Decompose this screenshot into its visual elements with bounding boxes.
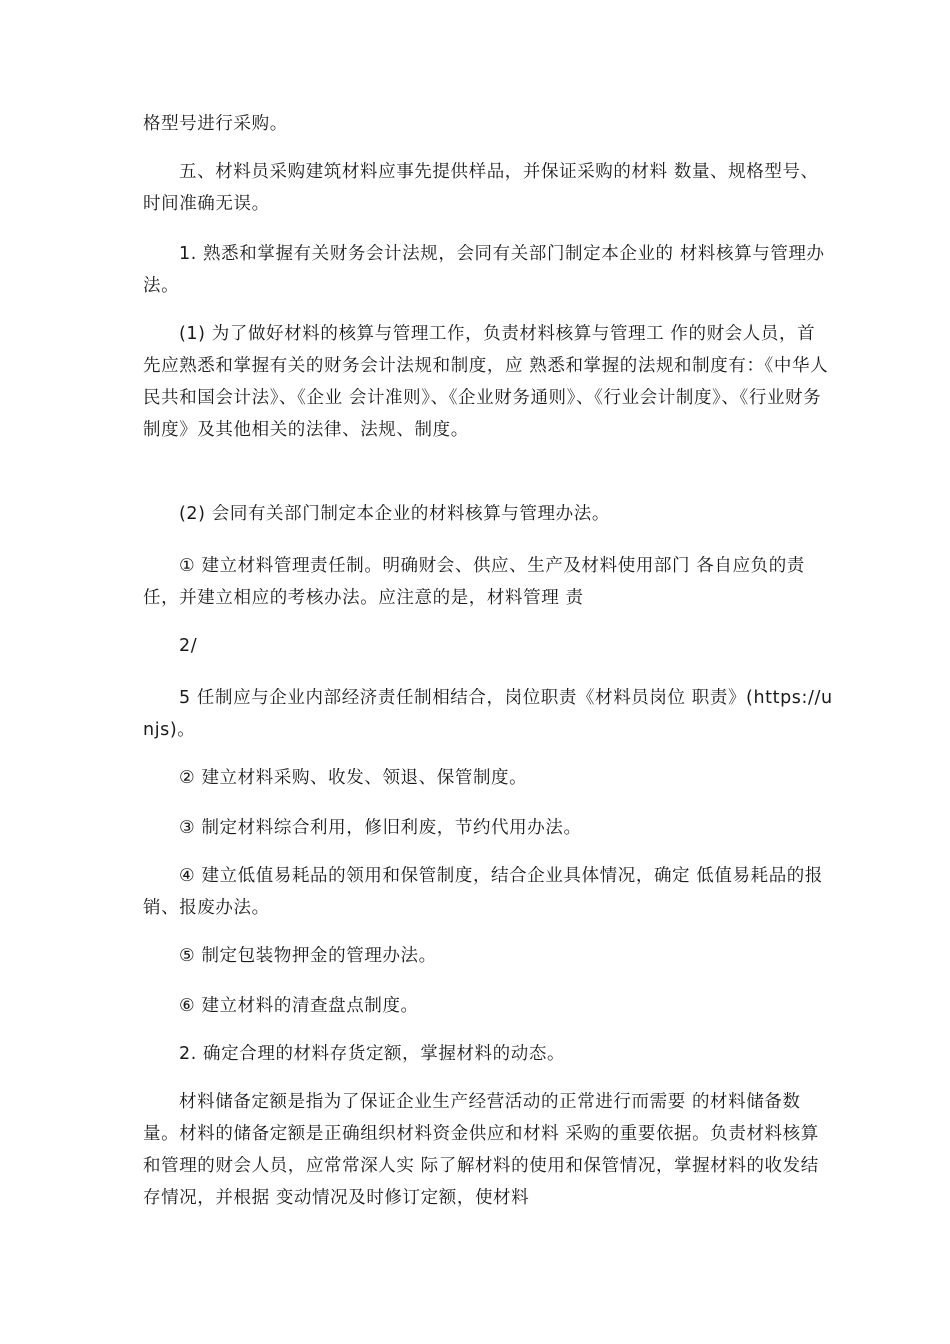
paragraph-list-item-1: ① 建立材料管理责任制。明确财会、供应、生产及材料使用部门 各自应负的责任，并建立相应的考核办法。应注意的是，材料管理 责 — [143, 556, 805, 608]
paragraph-section-2: 2. 确定合理的材料存货定额，掌握材料的动态。 — [179, 1044, 566, 1064]
paragraph-subsection-1: (1) 为了做好材料的核算与管理工作，负责材料核算与管理工 作的财会人员，首先应熟悉和掌握有关的财务会计法规和制度，应 熟悉和掌握的法规和制度有：《中华人民共和国会计法》、《企业 会计准则》、《企业财务通则》、《行业会计制度》、《行业财务 制度》及其他相关的法律、法规、制度。 — [143, 324, 829, 440]
paragraph-list-item-3: ③ 制定材料综合利用，修旧利废，节约代用办法。 — [179, 818, 582, 838]
paragraph-reserve-quota: 材料储备定额是指为了保证企业生产经营活动的正常进行而需要 的材料储备数量。材料的储备定额是正确组织材料资金供应和材料 采购的重要依据。负责材料核算和管理的财会人员，应常常深人实 际了解材料的使用和保管情况，掌握材料的收发结存情况，并根据 变动情况及时修订定额，使材料 — [143, 1092, 819, 1208]
paragraph-list-item-5: ⑤ 制定包装物押金的管理办法。 — [179, 946, 437, 966]
page-number: 2/ — [179, 636, 198, 656]
paragraph-section-1: 1. 熟悉和掌握有关财务会计法规，会同有关部门制定本企业的 材料核算与管理办法。 — [143, 244, 825, 296]
paragraph-list-item-1-continued: 5 任制应与企业内部经济责任制相结合，岗位职责《材料员岗位 职责》(https://unjs)。 — [143, 688, 833, 740]
paragraph-continuation: 格型号进行采购。 — [143, 114, 288, 134]
paragraph-list-item-2: ② 建立材料采购、收发、领退、保管制度。 — [179, 768, 528, 788]
paragraph-item-five: 五、材料员采购建筑材料应事先提供样品，并保证采购的材料 数量、规格型号、时间准确无误。 — [143, 162, 819, 214]
paragraph-subsection-2: (2) 会同有关部门制定本企业的材料核算与管理办法。 — [179, 504, 610, 524]
paragraph-list-item-4: ④ 建立低值易耗品的领用和保管制度，结合企业具体情况，确定 低值易耗品的报销、报废办法。 — [143, 866, 824, 918]
paragraph-list-item-6: ⑥ 建立材料的清查盘点制度。 — [179, 996, 419, 1016]
